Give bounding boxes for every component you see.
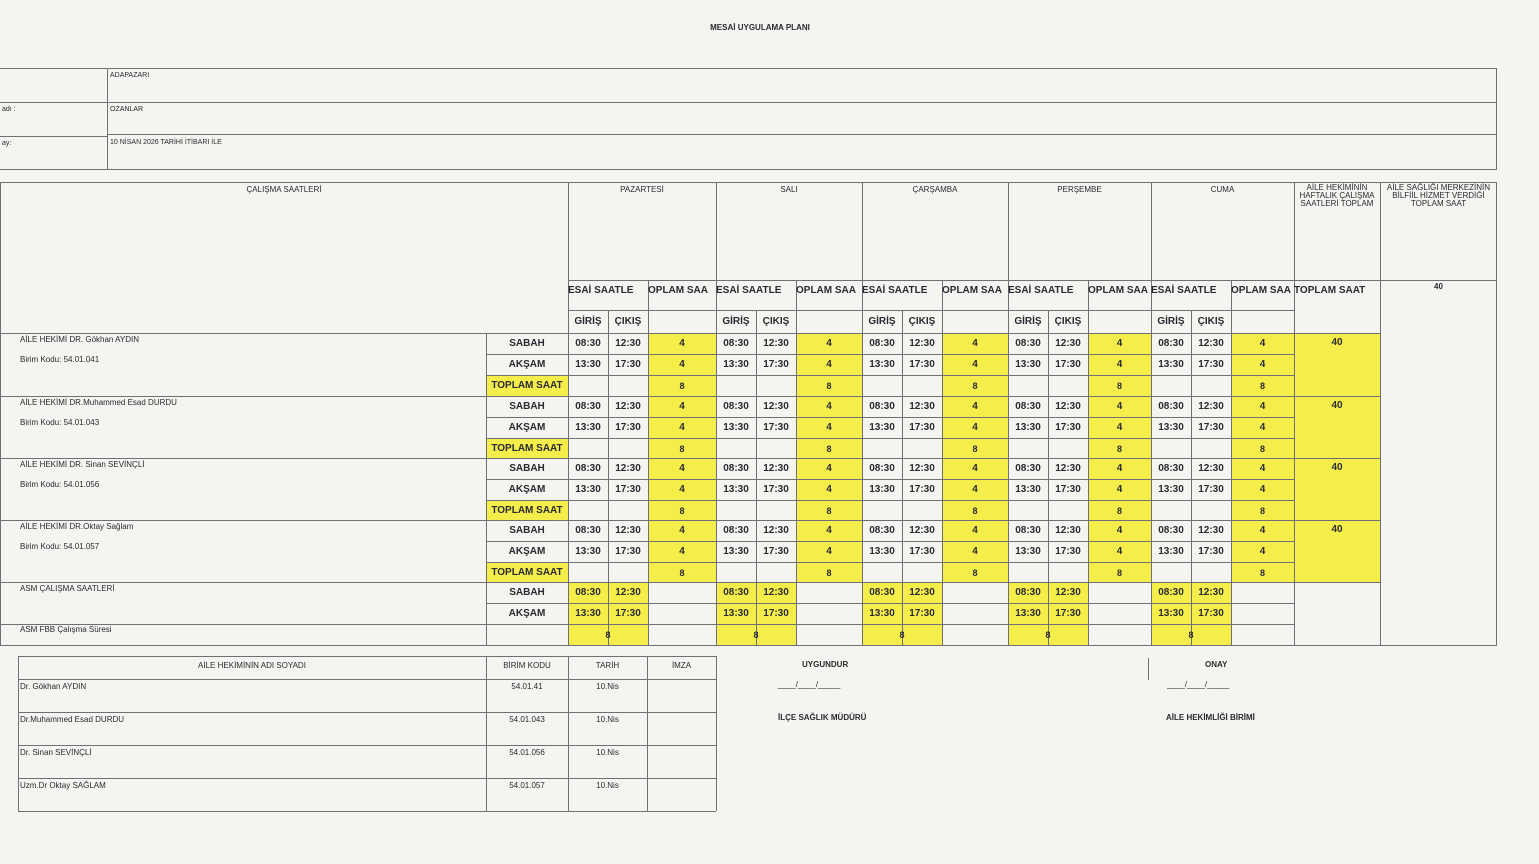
aksam-cikis: 17:30 <box>909 546 935 557</box>
aksam-total: 4 <box>1259 484 1266 495</box>
sabah-total: 4 <box>679 463 685 474</box>
giris-header: GİRİŞ <box>574 315 602 327</box>
aksam-total: 4 <box>826 359 832 370</box>
toplam-saat-label: TOPLAM SAAT <box>491 567 563 578</box>
day-total: 8 <box>679 380 685 391</box>
center-header: AİLE SAĞLIĞI MERKEZİNİN BİLFİİL HİZMET VERDİĞİ TOPLAM SAAT <box>1386 183 1491 208</box>
sabah-total: 4 <box>1116 525 1123 536</box>
sabah-giris: 08:30 <box>575 463 601 474</box>
sabah-cikis: 12:30 <box>763 338 789 349</box>
day-total: 8 <box>1116 443 1122 454</box>
aksam-giris: 13:30 <box>1015 359 1041 370</box>
day-total: 8 <box>826 505 832 516</box>
day-total: 8 <box>679 443 685 454</box>
aksam-total: 4 <box>972 359 978 370</box>
asm-fbb-total: 8 <box>899 629 905 640</box>
uygundur-date: ____/____/_____ <box>778 680 841 689</box>
aksam-total: 4 <box>679 484 685 495</box>
sabah-giris: 08:30 <box>575 401 601 412</box>
weekly-total: 40 <box>1331 399 1343 411</box>
aksam-giris: 13:30 <box>869 359 895 370</box>
sabah-giris: 08:30 <box>575 525 601 536</box>
signature-code: 54.01.057 <box>509 780 545 790</box>
sabah-label: SABAH <box>509 338 545 349</box>
asm-sabah-giris: 08:30 <box>1015 587 1041 598</box>
sabah-total: 4 <box>826 463 832 474</box>
aksam-cikis: 17:30 <box>909 359 935 370</box>
sabah-total: 4 <box>972 401 978 412</box>
aksam-giris: 13:30 <box>575 546 601 557</box>
sabah-giris: 08:30 <box>1158 463 1184 474</box>
doctor-unit: Birim Kodu: 54.01.041 <box>20 355 100 364</box>
info-label-3: ay: <box>2 140 12 147</box>
toplam-saat-header: OPLAM SAA <box>1231 284 1291 296</box>
mesai-saatleri-header: ESAİ SAATLE <box>1008 284 1074 296</box>
sabah-cikis: 12:30 <box>763 463 789 474</box>
sabah-cikis: 12:30 <box>763 401 789 412</box>
sabah-cikis: 12:30 <box>615 463 641 474</box>
aksam-giris: 13:30 <box>575 359 601 370</box>
asm-aksam-cikis: 17:30 <box>1198 608 1224 619</box>
aksam-total: 4 <box>1116 484 1123 495</box>
aksam-cikis: 17:30 <box>1198 484 1224 495</box>
sabah-total: 4 <box>826 338 832 349</box>
day-total: 8 <box>826 567 832 578</box>
aksam-giris: 13:30 <box>1158 422 1184 433</box>
aksam-cikis: 17:30 <box>1198 359 1224 370</box>
sabah-total: 4 <box>1259 338 1266 349</box>
aksam-giris: 13:30 <box>723 359 749 370</box>
aksam-total: 4 <box>1116 422 1123 433</box>
onay-date: ____/____/_____ <box>1167 680 1230 689</box>
day-total: 8 <box>1116 567 1122 578</box>
sabah-giris: 08:30 <box>723 401 749 412</box>
sabah-giris: 08:30 <box>869 401 895 412</box>
sabah-total: 4 <box>679 525 685 536</box>
aksam-giris: 13:30 <box>723 546 749 557</box>
aksam-cikis: 17:30 <box>615 359 641 370</box>
day-header: PERŞEMBE <box>1057 185 1102 194</box>
sabah-total: 4 <box>826 525 832 536</box>
aksam-giris: 13:30 <box>1015 484 1041 495</box>
asm-fbb-total: 8 <box>1045 629 1051 640</box>
sabah-cikis: 12:30 <box>1198 525 1224 536</box>
signature-header: TARİH <box>595 660 620 670</box>
aksam-total: 4 <box>972 546 978 557</box>
signature-code: 54.01.41 <box>511 681 543 691</box>
day-total: 8 <box>1259 505 1265 516</box>
asm-fbb-total: 8 <box>605 629 611 640</box>
aksam-giris: 13:30 <box>1158 484 1184 495</box>
aksam-cikis: 17:30 <box>1055 422 1081 433</box>
asm-aksam-cikis: 17:30 <box>1055 608 1081 619</box>
sabah-giris: 08:30 <box>723 525 749 536</box>
weekly-total: 40 <box>1331 523 1343 535</box>
aksam-cikis: 17:30 <box>615 484 641 495</box>
giris-header: GİRİŞ <box>868 315 896 327</box>
sabah-giris: 08:30 <box>575 338 601 349</box>
sabah-giris: 08:30 <box>1015 463 1041 474</box>
mesai-saatleri-header: ESAİ SAATLE <box>716 284 782 296</box>
sabah-cikis: 12:30 <box>1198 338 1224 349</box>
sabah-giris: 08:30 <box>1158 338 1184 349</box>
signature-name: Uzm.Dr Oktay SAĞLAM <box>20 780 106 790</box>
cikis-header: ÇIKIŞ <box>1197 315 1225 327</box>
asm-aksam-cikis: 17:30 <box>909 608 935 619</box>
day-header: ÇARŞAMBA <box>912 185 958 194</box>
asm-aksam-label: AKŞAM <box>508 608 546 619</box>
sabah-giris: 08:30 <box>1015 401 1041 412</box>
doctor-name: AİLE HEKİMİ DR.Oktay Sağlam <box>20 522 134 531</box>
day-header: PAZARTESİ <box>620 185 664 194</box>
asm-sabah-cikis: 12:30 <box>1198 587 1224 598</box>
sabah-total: 4 <box>1116 401 1123 412</box>
signature-code: 54.01.043 <box>509 714 545 724</box>
sabah-cikis: 12:30 <box>1055 463 1081 474</box>
aksam-cikis: 17:30 <box>909 484 935 495</box>
asm-sabah-cikis: 12:30 <box>763 587 789 598</box>
giris-header: GİRİŞ <box>722 315 750 327</box>
asm-sabah-label: SABAH <box>509 587 545 598</box>
sabah-total: 4 <box>826 401 832 412</box>
day-total: 8 <box>1259 567 1265 578</box>
sabah-giris: 08:30 <box>723 338 749 349</box>
signature-date: 10.Nis <box>596 714 619 724</box>
sabah-giris: 08:30 <box>869 463 895 474</box>
day-total: 8 <box>826 443 832 454</box>
sabah-cikis: 12:30 <box>1055 525 1081 536</box>
aksam-total: 4 <box>972 422 978 433</box>
aksam-total: 4 <box>1116 546 1123 557</box>
signature-header: İMZA <box>671 660 692 670</box>
sabah-cikis: 12:30 <box>1198 463 1224 474</box>
onay-label: ONAY <box>1205 660 1228 669</box>
aksam-total: 4 <box>679 359 685 370</box>
cikis-header: ÇIKIŞ <box>614 315 642 327</box>
asm-sabah-giris: 08:30 <box>575 587 601 598</box>
sabah-total: 4 <box>1259 401 1266 412</box>
toplam-saat-label: TOPLAM SAAT <box>491 443 563 454</box>
sabah-giris: 08:30 <box>1158 401 1184 412</box>
aksam-cikis: 17:30 <box>1055 484 1081 495</box>
toplam-saat-header: OPLAM SAA <box>796 284 856 296</box>
cikis-header: ÇIKIŞ <box>908 315 936 327</box>
aksam-total: 4 <box>826 484 832 495</box>
aksam-cikis: 17:30 <box>909 422 935 433</box>
aksam-label: AKŞAM <box>508 484 546 495</box>
aksam-giris: 13:30 <box>869 546 895 557</box>
day-total: 8 <box>1116 505 1122 516</box>
sabah-giris: 08:30 <box>1158 525 1184 536</box>
sabah-giris: 08:30 <box>869 338 895 349</box>
asm-aksam-giris: 13:30 <box>575 608 601 619</box>
doctor-unit: Birim Kodu: 54.01.056 <box>20 480 100 489</box>
aksam-cikis: 17:30 <box>1198 546 1224 557</box>
aksam-total: 4 <box>972 484 978 495</box>
sabah-giris: 08:30 <box>1015 338 1041 349</box>
aksam-cikis: 17:30 <box>615 546 641 557</box>
sabah-total: 4 <box>972 525 978 536</box>
sabah-total: 4 <box>972 338 978 349</box>
toplam-saat-label: TOPLAM SAAT <box>491 505 563 516</box>
birim-label: AİLE HEKİMLİĞİ BİRİMİ <box>1166 713 1255 722</box>
sabah-cikis: 12:30 <box>615 525 641 536</box>
sabah-total: 4 <box>1259 463 1266 474</box>
sabah-total: 4 <box>679 401 685 412</box>
sabah-cikis: 12:30 <box>909 525 935 536</box>
aksam-giris: 13:30 <box>1015 546 1041 557</box>
aksam-total: 4 <box>1259 422 1266 433</box>
asm-fbb-total: 8 <box>1188 629 1194 640</box>
aksam-cikis: 17:30 <box>763 422 789 433</box>
asm-sabah-cikis: 12:30 <box>1055 587 1081 598</box>
aksam-label: AKŞAM <box>508 422 546 433</box>
aksam-giris: 13:30 <box>1158 546 1184 557</box>
aksam-giris: 13:30 <box>1158 359 1184 370</box>
aksam-label: AKŞAM <box>508 359 546 370</box>
asm-aksam-cikis: 17:30 <box>763 608 789 619</box>
doctor-name: AİLE HEKİMİ DR. Gökhan AYDIN <box>20 335 140 344</box>
signature-date: 10.Nis <box>596 681 619 691</box>
sabah-giris: 08:30 <box>723 463 749 474</box>
sabah-total: 4 <box>1259 525 1266 536</box>
sabah-total: 4 <box>972 463 978 474</box>
weekly-header: AİLE HEKİMİNİN HAFTALIK ÇALIŞMA SAATLERİ TOPLAM <box>1299 183 1375 208</box>
sabah-cikis: 12:30 <box>615 338 641 349</box>
day-total: 8 <box>1116 380 1122 391</box>
giris-header: GİRİŞ <box>1014 315 1042 327</box>
weekly-total: 40 <box>1331 461 1343 473</box>
asm-aksam-giris: 13:30 <box>869 608 895 619</box>
aksam-cikis: 17:30 <box>615 422 641 433</box>
signature-code: 54.01.056 <box>509 747 545 757</box>
doctor-name: AİLE HEKİMİ DR.Muhammed Esad DURDU <box>20 398 177 407</box>
asm-aksam-giris: 13:30 <box>723 608 749 619</box>
aksam-total: 4 <box>1116 359 1123 370</box>
aksam-total: 4 <box>679 422 685 433</box>
aksam-cikis: 17:30 <box>763 484 789 495</box>
day-header: CUMA <box>1210 185 1235 194</box>
day-total: 8 <box>972 380 978 391</box>
aksam-total: 4 <box>826 422 832 433</box>
cikis-header: ÇIKIŞ <box>1054 315 1082 327</box>
signature-date: 10.Nis <box>596 780 619 790</box>
sabah-total: 4 <box>1116 338 1123 349</box>
asm-sabah-giris: 08:30 <box>1158 587 1184 598</box>
sabah-label: SABAH <box>509 401 545 412</box>
info-value-3: 10 NİSAN 2026 TARİHİ İTİBARI İLE <box>110 139 222 146</box>
mesai-saatleri-header: ESAİ SAATLE <box>568 284 634 296</box>
day-total: 8 <box>972 443 978 454</box>
aksam-giris: 13:30 <box>869 422 895 433</box>
signature-name: Dr. Gökhan AYDIN <box>20 681 87 691</box>
sabah-label: SABAH <box>509 525 545 536</box>
aksam-cikis: 17:30 <box>1198 422 1224 433</box>
giris-header: GİRİŞ <box>1157 315 1185 327</box>
sabah-giris: 08:30 <box>869 525 895 536</box>
asm-sabah-cikis: 12:30 <box>909 587 935 598</box>
aksam-total: 4 <box>1259 359 1266 370</box>
calisma-saatleri-header: ÇALIŞMA SAATLERİ <box>246 185 322 194</box>
toplam-saat-header: OPLAM SAA <box>942 284 1002 296</box>
aksam-giris: 13:30 <box>1015 422 1041 433</box>
sabah-label: SABAH <box>509 463 545 474</box>
sabah-cikis: 12:30 <box>1198 401 1224 412</box>
weekly-toplam-saat-header: TOPLAM SAAT <box>1294 284 1366 296</box>
signature-header: BİRİM KODU <box>503 660 551 670</box>
toplam-saat-header: OPLAM SAA <box>648 284 708 296</box>
aksam-cikis: 17:30 <box>1055 546 1081 557</box>
day-total: 8 <box>972 567 978 578</box>
sabah-cikis: 12:30 <box>763 525 789 536</box>
info-value-2: OZANLAR <box>110 106 144 113</box>
sabah-cikis: 12:30 <box>909 401 935 412</box>
center-total-value: 40 <box>1434 281 1443 291</box>
aksam-label: AKŞAM <box>508 546 546 557</box>
mesai-saatleri-header: ESAİ SAATLE <box>1151 284 1217 296</box>
signature-header: AİLE HEKİMİNİN ADI SOYADI <box>198 660 306 670</box>
signature-date: 10.Nis <box>596 747 619 757</box>
aksam-giris: 13:30 <box>723 484 749 495</box>
signature-name: Dr. Sinan SEVİNÇLİ <box>20 747 92 757</box>
sabah-total: 4 <box>679 338 685 349</box>
uygundur-label: UYGUNDUR <box>802 660 849 669</box>
asm-aksam-giris: 13:30 <box>1015 608 1041 619</box>
aksam-cikis: 17:30 <box>763 359 789 370</box>
sabah-giris: 08:30 <box>1015 525 1041 536</box>
sabah-cikis: 12:30 <box>909 338 935 349</box>
sabah-cikis: 12:30 <box>1055 338 1081 349</box>
signature-name: Dr.Muhammed Esad DURDU <box>20 714 125 724</box>
asm-aksam-cikis: 17:30 <box>615 608 641 619</box>
mesai-saatleri-header: ESAİ SAATLE <box>862 284 928 296</box>
day-total: 8 <box>1259 380 1265 391</box>
aksam-cikis: 17:30 <box>763 546 789 557</box>
doctor-name: AİLE HEKİMİ DR. Sinan SEVİNÇLİ <box>20 460 145 469</box>
info-label-2: adı : <box>2 106 16 113</box>
sabah-cikis: 12:30 <box>615 401 641 412</box>
aksam-giris: 13:30 <box>575 422 601 433</box>
aksam-total: 4 <box>679 546 685 557</box>
aksam-total: 4 <box>826 546 832 557</box>
asm-label: ASM ÇALIŞMA SAATLERİ <box>20 584 115 593</box>
aksam-total: 4 <box>1259 546 1266 557</box>
day-total: 8 <box>679 567 685 578</box>
doctor-unit: Birim Kodu: 54.01.043 <box>20 418 100 427</box>
day-total: 8 <box>826 380 832 391</box>
toplam-saat-header: OPLAM SAA <box>1088 284 1148 296</box>
asm-fbb-total: 8 <box>753 629 759 640</box>
asm-aksam-giris: 13:30 <box>1158 608 1184 619</box>
day-total: 8 <box>679 505 685 516</box>
aksam-giris: 13:30 <box>575 484 601 495</box>
page-title: MESAİ UYGULAMA PLANI <box>710 23 810 32</box>
sabah-cikis: 12:30 <box>909 463 935 474</box>
aksam-giris: 13:30 <box>869 484 895 495</box>
asm-sabah-giris: 08:30 <box>869 587 895 598</box>
ilce-label: İLÇE SAĞLIK MÜDÜRÜ <box>778 713 867 722</box>
aksam-giris: 13:30 <box>723 422 749 433</box>
weekly-total: 40 <box>1331 336 1343 348</box>
doctor-unit: Birim Kodu: 54.01.057 <box>20 542 100 551</box>
day-total: 8 <box>972 505 978 516</box>
toplam-saat-label: TOPLAM SAAT <box>491 380 563 391</box>
day-total: 8 <box>1259 443 1265 454</box>
asm-sabah-cikis: 12:30 <box>615 587 641 598</box>
asm-fbb-label: ASM FBB Çalışma Süresi <box>20 625 112 634</box>
day-header: SALI <box>780 185 798 194</box>
info-value-1: ADAPAZARI <box>110 72 150 79</box>
cikis-header: ÇIKIŞ <box>762 315 790 327</box>
sabah-total: 4 <box>1116 463 1123 474</box>
sabah-cikis: 12:30 <box>1055 401 1081 412</box>
asm-sabah-giris: 08:30 <box>723 587 749 598</box>
aksam-cikis: 17:30 <box>1055 359 1081 370</box>
